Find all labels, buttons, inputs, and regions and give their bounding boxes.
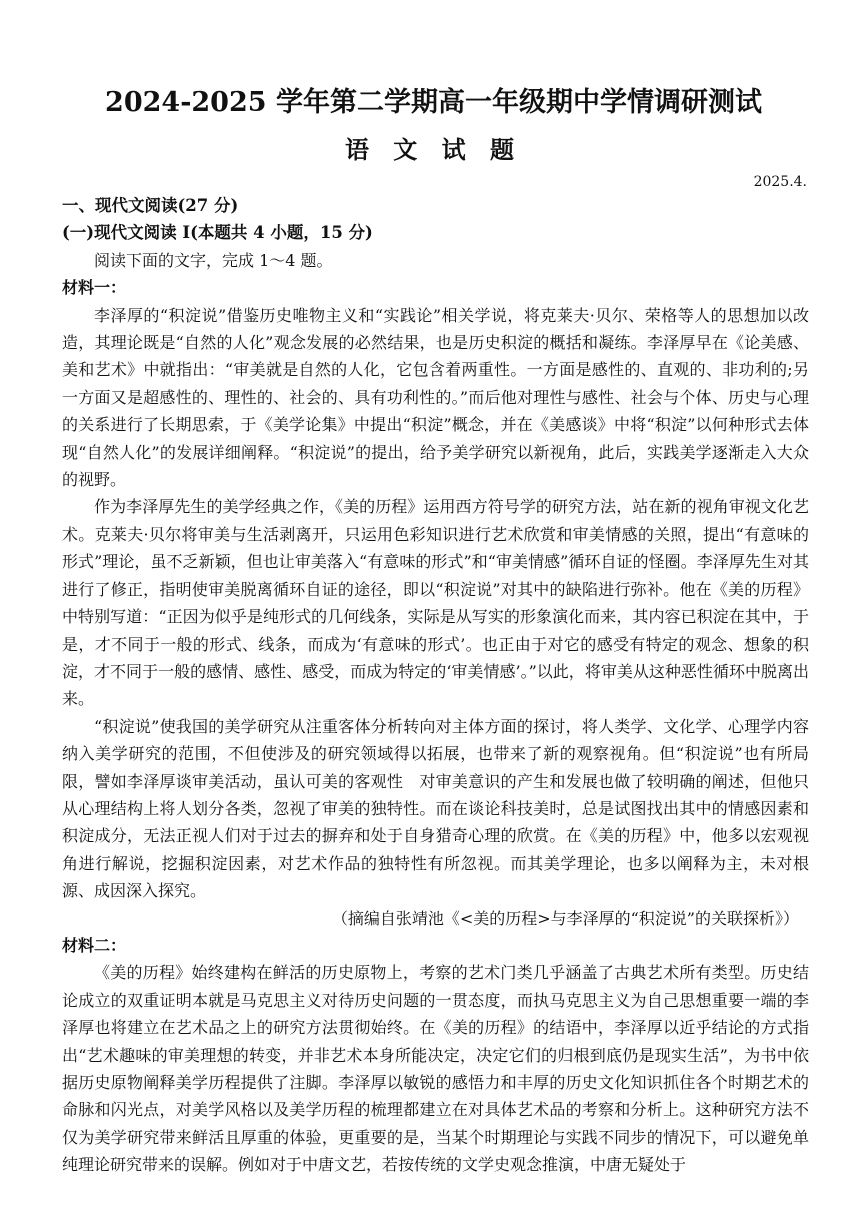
material-one-paragraph-1: 李泽厚的“积淀说”借鉴历史唯物主义和“实践论”相关学说，将克莱夫·贝尔、荣格等人的思想加以改造，其理论既是“自然的人化”观念发展的必然结果，也是历史积淀的概括和凝练。李泽厚早在《论美感、美和艺术》中就指出：“审美就是自然的人化，它包含着两重性。一方面是感性的、直观的、非功利的;另一方面又是超感性的、理性的、社会的、具有功利性的。”而后他对理性与感性、社会与个体、历史与心理的关系进行了长期思索，于《美学论集》中提出“积淀”概念，并在《美感谈》中将“积淀”以何种形式去体现“自然人化”的发展详细阐释。“积淀说”的提出，给予美学研究以新视角，此后，实践美学逐渐走入大众的视野。 <box>62 305 809 490</box>
material-one-citation: （摘编自张靖池《<美的历程>与李泽厚的“积淀说”的关联探析》） <box>331 908 799 928</box>
material-one-label: 材料一： <box>62 278 127 298</box>
material-two-paragraph-1: 《美的历程》始终建构在鲜活的历史原物上，考察的艺术门类几乎涵盖了古典艺术所有类型。历史结论成立的双重证明本就是马克思主义对待历史问题的一贯态度，而执马克思主义为自己思想重要一端的李泽厚也将建立在艺术品之上的研究方法贯彻始终。在《美的历程》的结语中，李泽厚以近乎结论的方式指出“艺术趣味的审美理想的转变，并非艺术本身所能决定，决定它们的归根到底仍是现实生活”，为书中依据历史原物阐释美学历程提供了注脚。李泽厚以敏锐的感悟力和丰厚的历史文化知识抓住各个时期艺术的命脉和闪光点，对美学风格以及美学历程的梳理都建立在对具体艺术品的考察和分析上。这种研究方法不仅为美学研究带来鲜活且厚重的体验，更重要的是，当某个时期理论与实践不同步的情况下，可以避免单纯理论研究带来的误解。例如对于中唐文艺，若按传统的文学史观念推演，中唐无疑处于 <box>62 963 809 1175</box>
exam-content <box>62 192 809 1179</box>
exam-subtitle: 语 文 试 题 <box>344 135 523 164</box>
exam-date: 2025.4. <box>753 174 807 190</box>
material-two-label: 材料二： <box>62 935 127 955</box>
material-one-paragraph-3: “积淀说”使我国的美学研究从注重客体分析转向对主体方面的探讨，将人类学、文化学、心理学内容纳入美学研究的范围，不但使涉及的研究领域得以拓展，也带来了新的观察视角。但“积淀说”也有所局限，譬如李泽厚谈审美活动，虽认可美的客观性 对审美意识的产生和发展也做了较明确的阐述，但他只从心理结构上将人划分各类，忽视了审美的独特性。而在谈论科技美时，总是试图找出其中的情感因素和积淀成分，无法正视人们对于过去的摒弃和处于自身猎奇心理的欣赏。在《美的历程》中，他多以宏观视角进行解说，挖掘积淀因素，对艺术作品的独特性有所忽视。而其美学理论，也多以阐释为主，未对根源、成因深入探究。 <box>62 716 809 901</box>
section-heading: 一、现代文阅读(27 分) <box>62 196 239 215</box>
instruction-text: 阅读下面的文字，完成 1～4 题。 <box>94 250 333 270</box>
sub-section-heading: (一)现代文阅读 I(本题共 4 小题，15 分) <box>62 223 373 243</box>
material-one-paragraph-2: 作为李泽厚先生的美学经典之作，《美的历程》运用西方符号学的研究方法，站在新的视角审视文化艺术。克莱夫·贝尔将审美与生活剥离开，只运用色彩知识进行艺术欣赏和审美情感的关照，提出“有意味的形式”理论，虽不乏新颖，但也让审美落入“有意味的形式”和“审美情感”循环自证的怪圈。李泽厚先生对其进行了修正，指明使审美脱离循环自证的途径，即以“积淀说”对其中的缺陷进行弥补。他在《美的历程》中特别写道：“正因为似乎是纯形式的几何线条，实际是从写实的形象演化而来，其内容已积淀在其中，于是，才不同于一般的形式、线条，而成为‘有意味的形式’。也正由于对它的感受有特定的观念、想象的积淀，才不同于一般的感情、感性、感受，而成为特定的‘审美情感’。”以此，将审美从这种恶性循环中脱离出来。 <box>62 497 809 709</box>
exam-title: 2024-2025 学年第二学期高一年级期中学情调研测试 <box>105 87 762 118</box>
